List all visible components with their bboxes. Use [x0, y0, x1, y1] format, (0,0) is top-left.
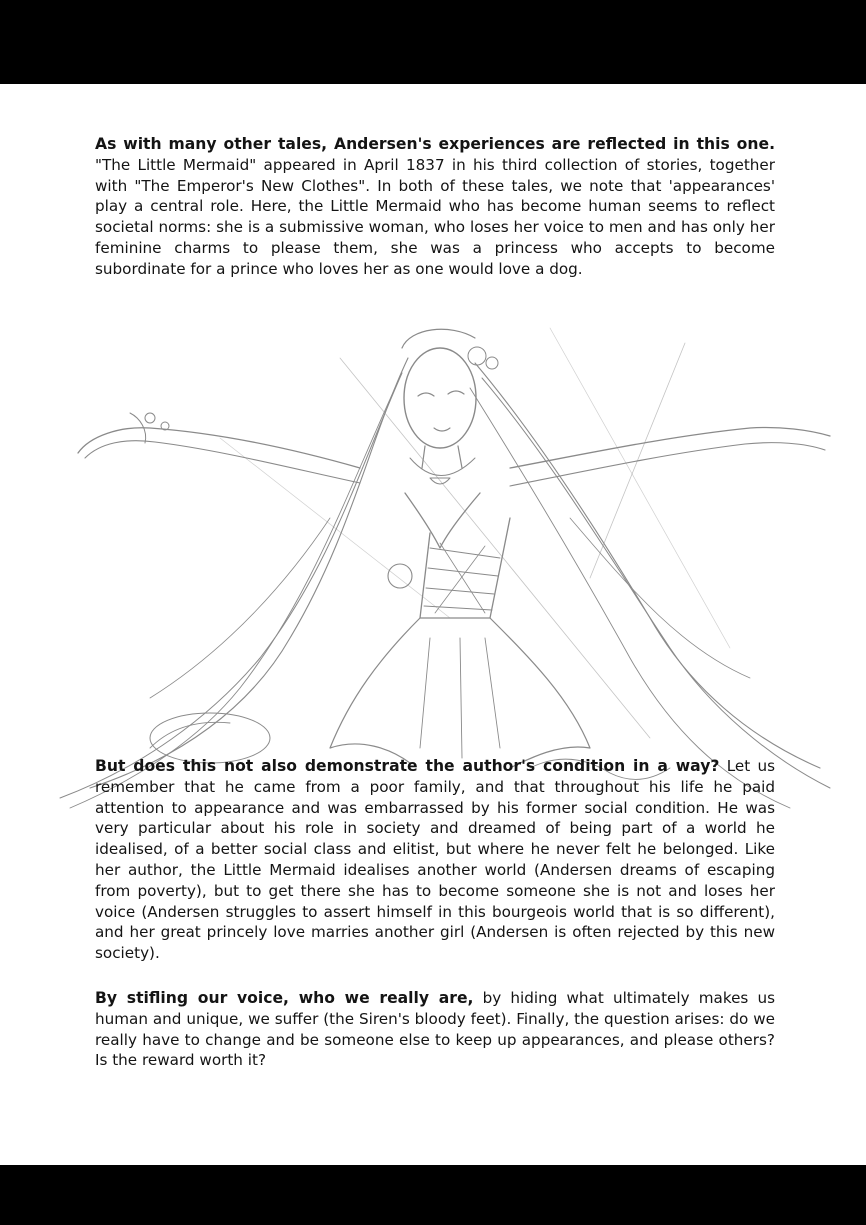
mermaid-sketch-illustration: [30, 318, 840, 818]
pencil-sketch: [30, 318, 840, 818]
top-black-bar: [0, 0, 866, 84]
paragraph-author-condition: [95, 756, 775, 964]
paragraph-lead: By stifling our voice, who we really are,: [95, 989, 474, 1007]
paragraph-lead: But does this not also demonstrate the author's condition in a way?: [95, 757, 720, 775]
paragraph-lead: As with many other tales, Andersen's experiences are reflected in this one.: [95, 135, 775, 153]
paragraph-body: by hiding what ultimately makes us human and unique, we suffer (the Siren's bloody feet). Finally, the question arises: do we really have to change and be someone else to keep up appearances, and please others? Is the reward worth it?: [95, 989, 775, 1070]
paragraph-body: "The Little Mermaid" appeared in April 1837 in his third collection of stories, together with "The Emperor's New Clothes". In both of these tales, we note that 'appearances' play a central role. Here, the Little Mermaid who has become human seems to reflect societal norms: she is a submissive woman, who loses her voice to men and has only her feminine charms to please them, she was a princess who accepts to become subordinate for a prince who loves her as one would love a dog.: [95, 155, 775, 278]
bottom-black-bar: [0, 1165, 866, 1225]
paragraph-stifling-voice: [95, 988, 775, 1071]
paragraph-appearances: [95, 134, 775, 280]
paragraph-body: Let us remember that he came from a poor family, and that throughout his life he paid attention to appearance and was embarrassed by his former social condition. He was very particular about his role in society and dreamed of being part of a world he idealised, of a better social class and elitist, but where he never felt he belonged. Like her author, the Little Mermaid idealises another world (Andersen dreams of escaping from poverty), but to get there she has to become someone she is not and loses her voice (Andersen struggles to assert himself in this bourgeois world that is so different), and her great princely love marries another girl (Andersen is often rejected by this new society).: [95, 757, 775, 963]
